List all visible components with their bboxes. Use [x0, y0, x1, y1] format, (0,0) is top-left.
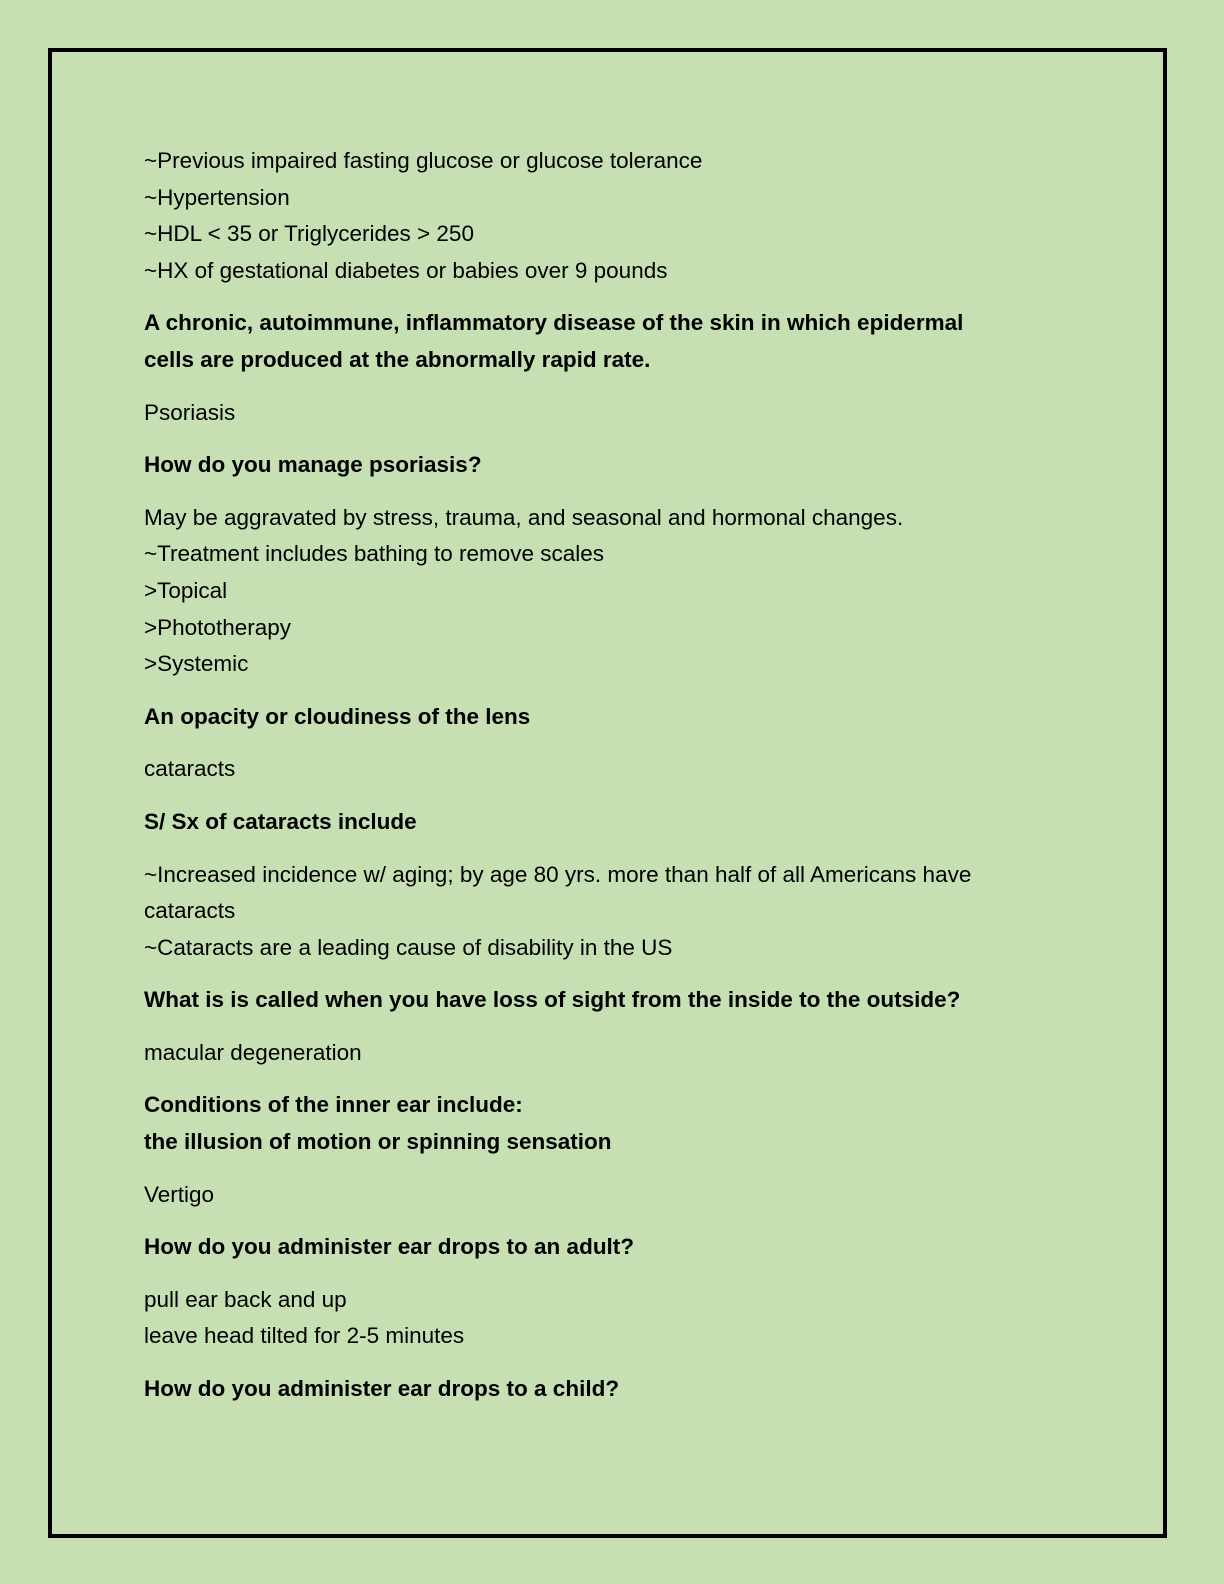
- answer-text-line: ~Treatment includes bathing to remove scales: [144, 541, 605, 567]
- answer-text-line: >Topical: [144, 577, 228, 603]
- question-text-line: Conditions of the inner ear include:: [144, 1092, 523, 1118]
- question-text-line: the illusion of motion or spinning sensation: [144, 1129, 612, 1155]
- question-block: [144, 699, 1064, 736]
- answer-block: [144, 1177, 1064, 1214]
- answer-block: [144, 1035, 1064, 1072]
- question-text-line: cells are produced at the abnormally rapid rate.: [144, 346, 651, 372]
- question-text-line: A chronic, autoimmune, inflammatory disease of the skin in which epidermal: [144, 310, 964, 336]
- answer-text-line: >Phototherapy: [144, 614, 291, 640]
- question-block: [144, 982, 1064, 1019]
- answer-block: [144, 857, 1064, 967]
- answer-text-line: Vertigo: [144, 1181, 215, 1207]
- question-block: [144, 1229, 1064, 1266]
- answer-text-line: ~Previous impaired fasting glucose or glucose tolerance: [144, 148, 703, 173]
- answer-text-line: Psoriasis: [144, 399, 236, 425]
- answer-text-line: ~HDL < 35 or Triglycerides > 250: [144, 221, 474, 247]
- answer-block: [144, 1282, 1064, 1355]
- question-text-line: How do you administer ear drops to an adult?: [144, 1234, 635, 1260]
- question-block: [144, 305, 1064, 378]
- answer-text-line: ~Cataracts are a leading cause of disability in the US: [144, 934, 673, 960]
- question-text-line: An opacity or cloudiness of the lens: [144, 703, 531, 729]
- answer-text-line: pull ear back and up: [144, 1286, 347, 1312]
- answer-text-line: >Systemic: [144, 651, 249, 677]
- flashcard-content: [144, 143, 1064, 1424]
- answer-text-line: leave head tilted for 2-5 minutes: [144, 1323, 465, 1349]
- answer-text-line: ~Hypertension: [144, 184, 290, 210]
- answer-block: [144, 395, 1064, 432]
- answer-text-line: May be aggravated by stress, trauma, and seasonal and hormonal changes.: [144, 504, 904, 530]
- answer-block: [144, 500, 1064, 683]
- answer-text-line: ~Increased incidence w/ aging; by age 80 yrs. more than half of all Americans have: [144, 861, 972, 887]
- question-block: [144, 1371, 1064, 1408]
- answer-text-line: ~HX of gestational diabetes or babies over 9 pounds: [144, 257, 668, 283]
- question-text-line: How do you manage psoriasis?: [144, 452, 482, 478]
- answer-block: [144, 751, 1064, 788]
- question-text-line: What is is called when you have loss of sight from the inside to the outside?: [144, 987, 961, 1013]
- question-text-line: How do you administer ear drops to a child?: [144, 1376, 620, 1402]
- question-block: [144, 804, 1064, 841]
- question-block: [144, 1087, 1064, 1160]
- question-text-line: S/ Sx of cataracts include: [144, 808, 417, 834]
- answer-block: [144, 143, 1064, 289]
- question-block: [144, 447, 1064, 484]
- answer-text-line: macular degeneration: [144, 1039, 362, 1065]
- answer-text-line: cataracts: [144, 756, 236, 782]
- answer-text-line: cataracts: [144, 898, 236, 924]
